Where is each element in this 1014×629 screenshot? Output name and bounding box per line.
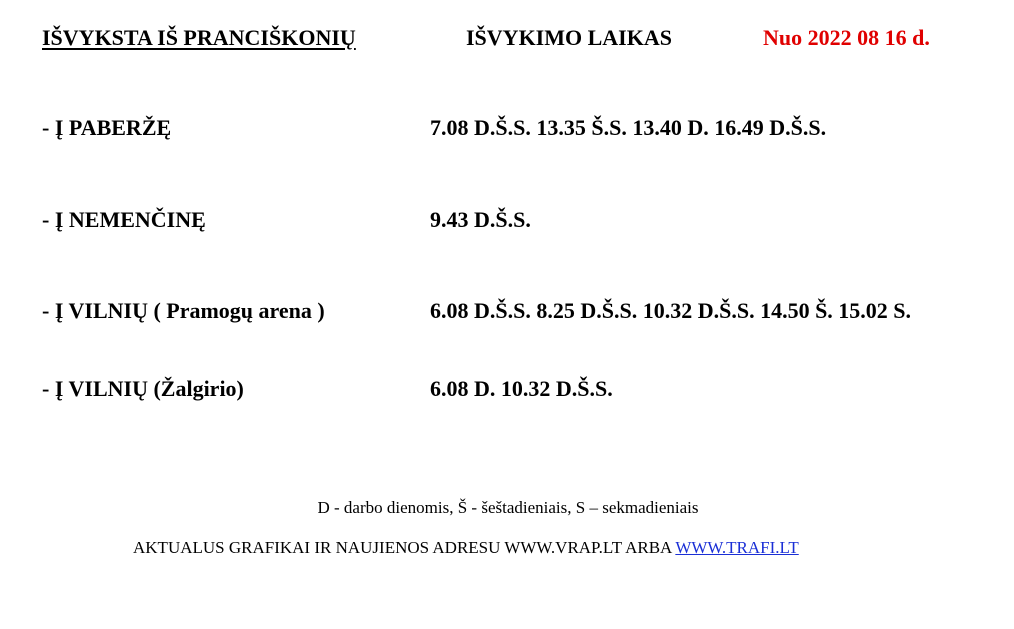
route-row-vilnius-pramogu-arena <box>0 296 1014 326</box>
valid-from-date: Nuo 2022 08 16 d. <box>763 25 930 50</box>
route-row-paberze <box>0 113 1014 143</box>
departure-time-title: IŠVYKIMO LAIKAS <box>466 25 672 50</box>
route-times: 6.08 D. 10.32 D.Š.S. <box>430 376 613 401</box>
info-text: AKTUALUS GRAFIKAI IR NAUJIENOS ADRESU WWW.VRAP.LT ARBA <box>133 538 676 557</box>
route-row-nemencine <box>0 205 1014 235</box>
route-destination: - Į VILNIŲ ( Pramogų arena ) <box>42 298 325 323</box>
route-times: 6.08 D.Š.S. 8.25 D.Š.S. 10.32 D.Š.S. 14.50 Š. 15.02 S. <box>430 298 912 323</box>
departure-title: IŠVYKSTA IŠ PRANCIŠKONIŲ <box>42 25 356 50</box>
route-row-vilnius-zalgirio <box>0 374 1014 404</box>
day-legend: D - darbo dienomis, Š - šeštadieniais, S – sekmadieniais <box>317 498 699 517</box>
route-times: 9.43 D.Š.S. <box>430 207 531 232</box>
route-destination: - Į VILNIŲ (Žalgirio) <box>42 376 244 401</box>
trafi-link[interactable]: WWW.TRAFI.LT <box>675 538 799 557</box>
route-times: 7.08 D.Š.S. 13.35 Š.S. 13.40 D. 16.49 D.Š.S. <box>430 115 827 140</box>
route-destination: - Į NEMENČINĘ <box>42 207 206 232</box>
info-line <box>133 537 799 559</box>
route-destination: - Į PABERŽĘ <box>42 115 172 140</box>
